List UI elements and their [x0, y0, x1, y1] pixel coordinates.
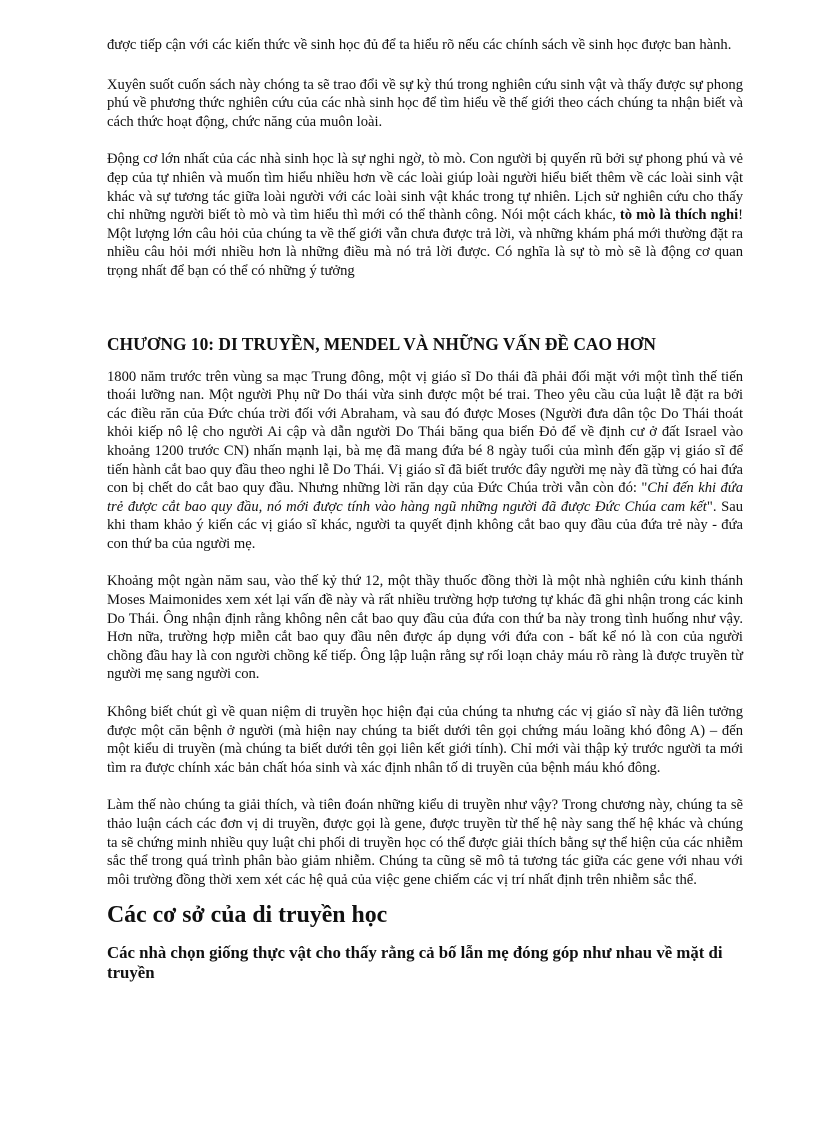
subsection-title: Các nhà chọn giống thực vật cho thấy rằng cả bố lẫn mẹ đóng góp như nhau về mặt di truyền — [107, 943, 723, 983]
paragraph-intro-end: được tiếp cận với các kiến thức về sinh học đủ để ta hiểu rõ nếu các chính sách về sinh học được ban hành. — [107, 37, 732, 53]
rabbi-text-1: 1800 năm trước trên vùng sa mạc Trung đông, một vị giáo sĩ Do thái đã phải đối mặt với một tình thế tiến thoái lưỡng nan. Một người Phụ nữ Do thái vừa sinh được một bé trai. Theo yêu cầu của luật lễ đặt ra bởi các điều răn của Đức chúa trời đối với Abraham, và sau đó được Moses (Người đưa dân tộc Do Thái thoát khỏi kiếp nô lệ cho người Ai cập và dẫn người Do Thái băng qua biển Đỏ để về định cư ở đất Israel vào khoảng 1200 trước CN) nhấn mạnh lại, bà mẹ đã mang đứa bé 8 ngày tuổi của mình đến gặp vị giáo sĩ để tiến hành cắt bao quy đầu theo nghi lễ Do Thái. Vị giáo sĩ đã biết trước đây người mẹ này đã từng có hai đứa con bị chết do cắt bao quy đầu. Nhưng những lời răn dạy của Đức Chúa trời vẫn còn đó: " — [107, 368, 743, 497]
rabbi-text-2: ". Sau khi tham khảo ý kiến các vị giáo sĩ khác, người ta quyết định không cắt bao quy đầu của đứa trẻ này - đứa con thứ ba của người mẹ. — [107, 498, 743, 552]
document-page — [107, 36, 743, 983]
rabbi-quote: Chỉ đến khi đứa trẻ được cắt bao quy đầu, nó mới được tính vào hàng ngũ những người đã được Đức Chúa cam kết — [107, 480, 744, 515]
paragraph-hemophilia: Không biết chút gì về quan niệm di truyền học hiện đại của chúng ta nhưng các vị giáo sĩ này đã liên tưởng được một căn bệnh ở người (mà hiện nay chúng ta biết dưới tên gọi chứng máu loãng khó đông A) – đến một kiểu di truyền (mà chúng ta biết dưới tên gọi liên kết giới tính). Chỉ mới vài thập kỷ trước người ta mới tìm ra được chính xác bản chất hóa sinh và xác định nhân tố di truyền của bệnh máu khó đông. — [107, 704, 743, 776]
paragraph-book-overview: Xuyên suốt cuốn sách này chóng ta sẽ trao đổi về sự kỳ thú trong nghiên cứu sinh vật và thấy được sự phong phú về phương thức nghiên cứu của các nhà sinh học để tìm hiểu về thế giới theo cách chúng ta nhận biết và cách thức hoạt động, chức năng của muôn loài. — [107, 76, 743, 130]
curiosity-text-1: Động cơ lớn nhất của các nhà sinh học là sự nghi ngờ, tò mò. Con người bị quyến rũ bởi sự phong phú và vẻ đẹp của tự nhiên và muốn tìm hiểu nhiều hơn về các loài giúp loài người hiểu biết thêm về các loài sinh vật khác và sự tương tác giữa loài người với các loài sinh vật khác trong tự nhiên. Lịch sử nghiên cứu cho thấy chỉ những người biết tò mò và tìm hiểu thì mới có thể thành công. Nói một cách khác, — [107, 151, 743, 224]
curiosity-emphasis: tò mò là thích nghi — [619, 207, 739, 224]
chapter-title: CHƯƠNG 10: DI TRUYỀN, MENDEL VÀ NHỮNG VẤN ĐỀ CAO HƠN — [107, 333, 656, 354]
curiosity-text-2: ! Một lượng lớn câu hỏi của chúng ta về thế giới vẫn chưa được trả lời, và những khám phá mới thường đặt ra nhiều câu hỏi mới nhiều hơn là những điều mà nó trả lời được. Có nghĩa là sự tò mò sẽ là động cơ quan trọng nhất để bạn có thể có những ý tưởng — [107, 207, 744, 279]
paragraph-maimonides: Khoảng một ngàn năm sau, vào thế kỷ thứ 12, một thầy thuốc đồng thời là một nhà nghiên cứu kinh thánh Moses Maimonides xem xét lại vấn đề này và rất nhiều trường hợp tương tự khác đã ghi nhận trong các kinh Do Thái. Ông nhận định rằng không nên cắt bao quy đầu của đứa con thứ ba này trong tình huống như vậy. Hơn nữa, trường hợp miễn cắt bao quy đầu nên được áp dụng với đứa con - bất kể nó là con của người chồng đầu hay là con người chồng kế tiếp. Ông lập luận rằng sự rối loạn chảy máu rõ ràng là được truyền từ người mẹ sang người con. — [107, 573, 743, 683]
paragraph-chapter-overview: Làm thế nào chúng ta giải thích, và tiên đoán những kiểu di truyền như vậy? Trong chương này, chúng ta sẽ thảo luận cách các đơn vị di truyền, được gọi là gene, được truyền từ thế hệ này sang thế hệ khác và chúng ta sẽ chứng minh nhiều quy luật chi phối di truyền học có thể được giải thích bằng sự thể hiện của các nhiễm sắc thể trong quá trình phân bào giảm nhiễm. Chúng ta cũng sẽ mô tả tương tác giữa các gene với nhau với môi trường đồng thời xem xét các hệ quả của việc gene chiếm các vị trí nhất định trên nhiễm sắc thể. — [107, 797, 743, 888]
section-title: Các cơ sở của di truyền học — [107, 902, 388, 929]
paragraph-curiosity — [107, 150, 743, 280]
paragraph-rabbi-story — [107, 368, 743, 554]
